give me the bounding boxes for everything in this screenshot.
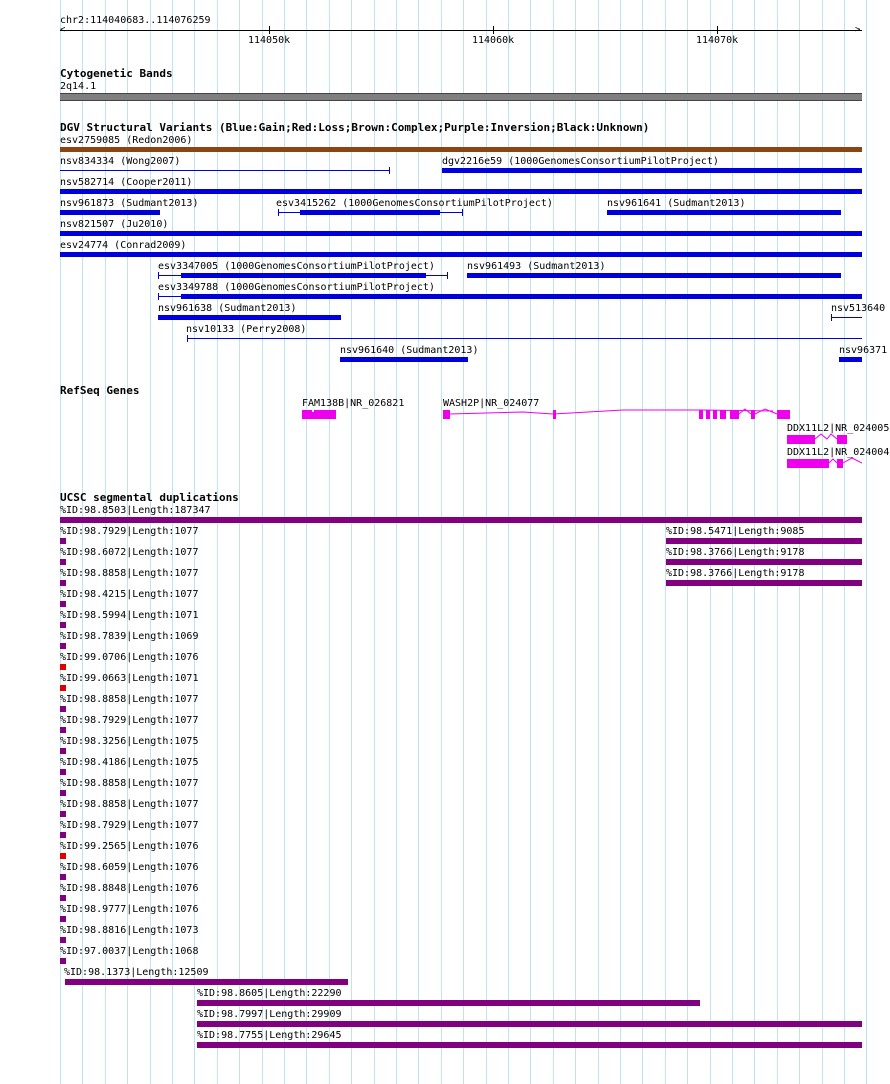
segdup-feature[interactable]	[60, 727, 66, 733]
ruler-axis	[60, 30, 862, 31]
segdup-feature-high[interactable]	[60, 853, 66, 859]
segdup-label[interactable]: %ID:98.8605|Length:22290	[197, 988, 342, 999]
ruler-tick-label: 114070k	[696, 35, 739, 46]
gene-model-ddx11l2-a[interactable]	[787, 432, 862, 446]
dgv-label[interactable]: dgv2216e59 (1000GenomesConsortiumPilotProject)	[442, 156, 719, 167]
ruler-major-tick	[717, 26, 718, 34]
segdup-feature[interactable]	[60, 916, 66, 922]
grid-line	[351, 0, 352, 1084]
segdup-label[interactable]: %ID:98.4215|Length:1077	[60, 589, 199, 600]
dgv-feature-gain[interactable]	[60, 210, 160, 215]
track-title-cytobands[interactable]: Cytogenetic Bands	[60, 67, 173, 80]
dgv-feature-end	[278, 209, 279, 216]
dgv-feature-end	[389, 167, 390, 174]
segdup-label[interactable]: %ID:99.0706|Length:1076	[60, 652, 199, 663]
dgv-feature-gain[interactable]	[839, 357, 862, 362]
segdup-feature[interactable]	[197, 1042, 862, 1048]
gene-label[interactable]: DDX11L2|NR_024004	[787, 447, 890, 458]
segdup-label[interactable]: %ID:98.8858|Length:1077	[60, 568, 199, 579]
segdup-label[interactable]: %ID:98.1373|Length:12509	[64, 967, 209, 978]
segdup-feature[interactable]	[60, 538, 66, 544]
dgv-label[interactable]: nsv961641 (Sudmant2013)	[607, 198, 746, 209]
segdup-feature[interactable]	[60, 559, 66, 565]
segdup-label[interactable]: %ID:98.9777|Length:1076	[60, 904, 199, 915]
track-title-segdups[interactable]: UCSC segmental duplications	[60, 491, 239, 504]
dgv-label[interactable]: nsv961873 (Sudmant2013)	[60, 198, 199, 209]
segdup-feature[interactable]	[60, 601, 66, 607]
grid-line	[284, 0, 285, 1084]
dgv-feature-gain[interactable]	[467, 273, 841, 278]
segdup-feature[interactable]	[60, 937, 66, 943]
segdup-feature[interactable]	[60, 832, 66, 838]
segdup-label[interactable]: %ID:98.7929|Length:1077	[60, 715, 199, 726]
dgv-label[interactable]: esv3415262 (1000GenomesConsortiumPilotProject)	[276, 198, 553, 209]
segdup-feature[interactable]	[60, 580, 66, 586]
segdup-feature[interactable]	[60, 811, 66, 817]
segdup-feature[interactable]	[60, 958, 66, 964]
dgv-feature-end	[187, 335, 188, 342]
dgv-feature-end	[462, 209, 463, 216]
segdup-label[interactable]: %ID:98.8858|Length:1077	[60, 778, 199, 789]
dgv-label[interactable]: nsv96371	[839, 345, 888, 356]
ruler-position-label: chr2:114040683..114076259	[60, 15, 211, 26]
segdup-feature[interactable]	[60, 706, 66, 712]
gene-label[interactable]: FAM138B|NR_026821	[302, 398, 405, 409]
segdup-label[interactable]: %ID:98.8503|Length:187347	[60, 505, 211, 516]
dgv-feature-gain[interactable]	[340, 357, 468, 362]
segdup-feature[interactable]	[197, 1000, 700, 1006]
dgv-feature-gain[interactable]	[300, 210, 440, 215]
segdup-label[interactable]: %ID:98.7929|Length:1077	[60, 820, 199, 831]
gene-label[interactable]: DDX11L2|NR_024005	[787, 423, 890, 434]
dgv-label[interactable]: esv2759085 (Redon2006)	[60, 135, 193, 146]
dgv-feature-gain[interactable]	[181, 294, 862, 299]
segdup-label[interactable]: %ID:99.0663|Length:1071	[60, 673, 199, 684]
gene-label[interactable]: WASH2P|NR_024077	[443, 398, 540, 409]
dgv-feature-gain-span[interactable]	[831, 317, 862, 318]
dgv-label[interactable]: nsv961493 (Sudmant2013)	[467, 261, 606, 272]
dgv-label[interactable]: nsv834334 (Wong2007)	[60, 156, 181, 167]
segdup-label[interactable]: %ID:98.6072|Length:1077	[60, 547, 199, 558]
dgv-feature-gain[interactable]	[60, 231, 862, 236]
segdup-label[interactable]: %ID:98.8816|Length:1073	[60, 925, 199, 936]
gene-model-ddx11l2-b[interactable]	[787, 456, 862, 470]
gene-intron-gap	[312, 410, 314, 412]
ruler-major-tick	[493, 26, 494, 34]
dgv-feature-end	[158, 293, 159, 300]
dgv-feature-end	[447, 272, 448, 279]
dgv-feature-gain[interactable]	[60, 170, 390, 171]
ruler-tick-label: 114050k	[248, 35, 291, 46]
dgv-label[interactable]: nsv513640	[831, 303, 886, 314]
segdup-label[interactable]: %ID:98.3766|Length:9178	[666, 547, 805, 558]
segdup-feature[interactable]	[197, 1021, 862, 1027]
dgv-label[interactable]: nsv961638 (Sudmant2013)	[158, 303, 297, 314]
segdup-label[interactable]: %ID:98.3766|Length:9178	[666, 568, 805, 579]
dgv-label[interactable]: esv3349788 (1000GenomesConsortiumPilotProject)	[158, 282, 435, 293]
dgv-label[interactable]: nsv582714 (Cooper2011)	[60, 177, 193, 188]
grid-line	[262, 0, 263, 1084]
segdup-label[interactable]: %ID:99.2565|Length:1076	[60, 841, 199, 852]
dgv-label[interactable]: esv24774 (Conrad2009)	[60, 240, 187, 251]
segdup-label[interactable]: %ID:98.5471|Length:9085	[666, 526, 805, 537]
dgv-label[interactable]: esv3347005 (1000GenomesConsortiumPilotProject)	[158, 261, 435, 272]
grid-line	[374, 0, 375, 1084]
grid-line	[418, 0, 419, 1084]
ruler-tick-label: 114060k	[472, 35, 515, 46]
segdup-feature-high[interactable]	[60, 685, 66, 691]
dgv-feature-gain[interactable]	[60, 252, 862, 257]
segdup-feature[interactable]	[60, 517, 862, 523]
track-title-dgv[interactable]: DGV Structural Variants (Blue:Gain;Red:Loss;Brown:Complex;Purple:Inversion;Black:Unknown)	[60, 121, 650, 134]
segdup-label[interactable]: %ID:98.3256|Length:1075	[60, 736, 199, 747]
dgv-feature-end	[158, 272, 159, 279]
dgv-label[interactable]: nsv10133 (Perry2008)	[186, 324, 307, 335]
cytoband[interactable]	[60, 93, 862, 101]
segdup-feature[interactable]	[60, 748, 66, 754]
dgv-feature-gain[interactable]	[158, 315, 341, 320]
ruler-major-tick	[269, 26, 270, 34]
dgv-feature-gain[interactable]	[181, 273, 426, 278]
segdup-feature[interactable]	[60, 895, 66, 901]
segdup-label[interactable]: %ID:98.7755|Length:29645	[197, 1030, 342, 1041]
segdup-feature[interactable]	[60, 874, 66, 880]
segdup-feature[interactable]	[666, 580, 862, 586]
segdup-feature[interactable]	[666, 559, 862, 565]
ruler-scroll-right-icon[interactable]: >	[855, 25, 861, 35]
grid-line	[194, 0, 195, 1084]
dgv-feature-end	[831, 314, 832, 321]
cytoband-label: 2q14.1	[60, 81, 97, 92]
segdup-feature[interactable]	[666, 538, 862, 544]
grid-line	[866, 0, 867, 1084]
segdup-label[interactable]: %ID:98.5994|Length:1071	[60, 610, 199, 621]
segdup-label[interactable]: %ID:98.8858|Length:1077	[60, 799, 199, 810]
segdup-feature[interactable]	[65, 979, 348, 985]
segdup-feature[interactable]	[60, 790, 66, 796]
segdup-feature[interactable]	[60, 622, 66, 628]
segdup-label[interactable]: %ID:98.7997|Length:29909	[197, 1009, 342, 1020]
grid-line	[396, 0, 397, 1084]
grid-line	[329, 0, 330, 1084]
dgv-feature-gain[interactable]	[607, 210, 841, 215]
gene-exon[interactable]	[302, 410, 336, 419]
segdup-feature[interactable]	[60, 769, 66, 775]
segdup-feature-high[interactable]	[60, 664, 66, 670]
grid-line	[239, 0, 240, 1084]
segdup-feature[interactable]	[60, 643, 66, 649]
dgv-label[interactable]: nsv821507 (Ju2010)	[60, 219, 169, 230]
dgv-label[interactable]: nsv961640 (Sudmant2013)	[340, 345, 479, 356]
track-title-refseq[interactable]: RefSeq Genes	[60, 384, 140, 397]
segdup-label[interactable]: %ID:98.6059|Length:1076	[60, 862, 199, 873]
segdup-label[interactable]: %ID:98.8858|Length:1077	[60, 694, 199, 705]
grid-line	[306, 0, 307, 1084]
segdup-label[interactable]: %ID:98.4186|Length:1075	[60, 757, 199, 768]
dgv-feature-complex[interactable]	[60, 147, 862, 152]
grid-line	[217, 0, 218, 1084]
dgv-feature-gain-span[interactable]	[187, 338, 862, 339]
segdup-label[interactable]: %ID:97.0037|Length:1068	[60, 946, 199, 957]
segdup-label[interactable]: %ID:98.7929|Length:1077	[60, 526, 199, 537]
ruler-scroll-left-icon[interactable]: <	[60, 25, 66, 35]
segdup-label[interactable]: %ID:98.8848|Length:1076	[60, 883, 199, 894]
dgv-feature-gain[interactable]	[60, 189, 862, 194]
dgv-feature-gain-span[interactable]	[158, 296, 182, 297]
dgv-feature-gain[interactable]	[442, 168, 862, 173]
segdup-label[interactable]: %ID:98.7839|Length:1069	[60, 631, 199, 642]
